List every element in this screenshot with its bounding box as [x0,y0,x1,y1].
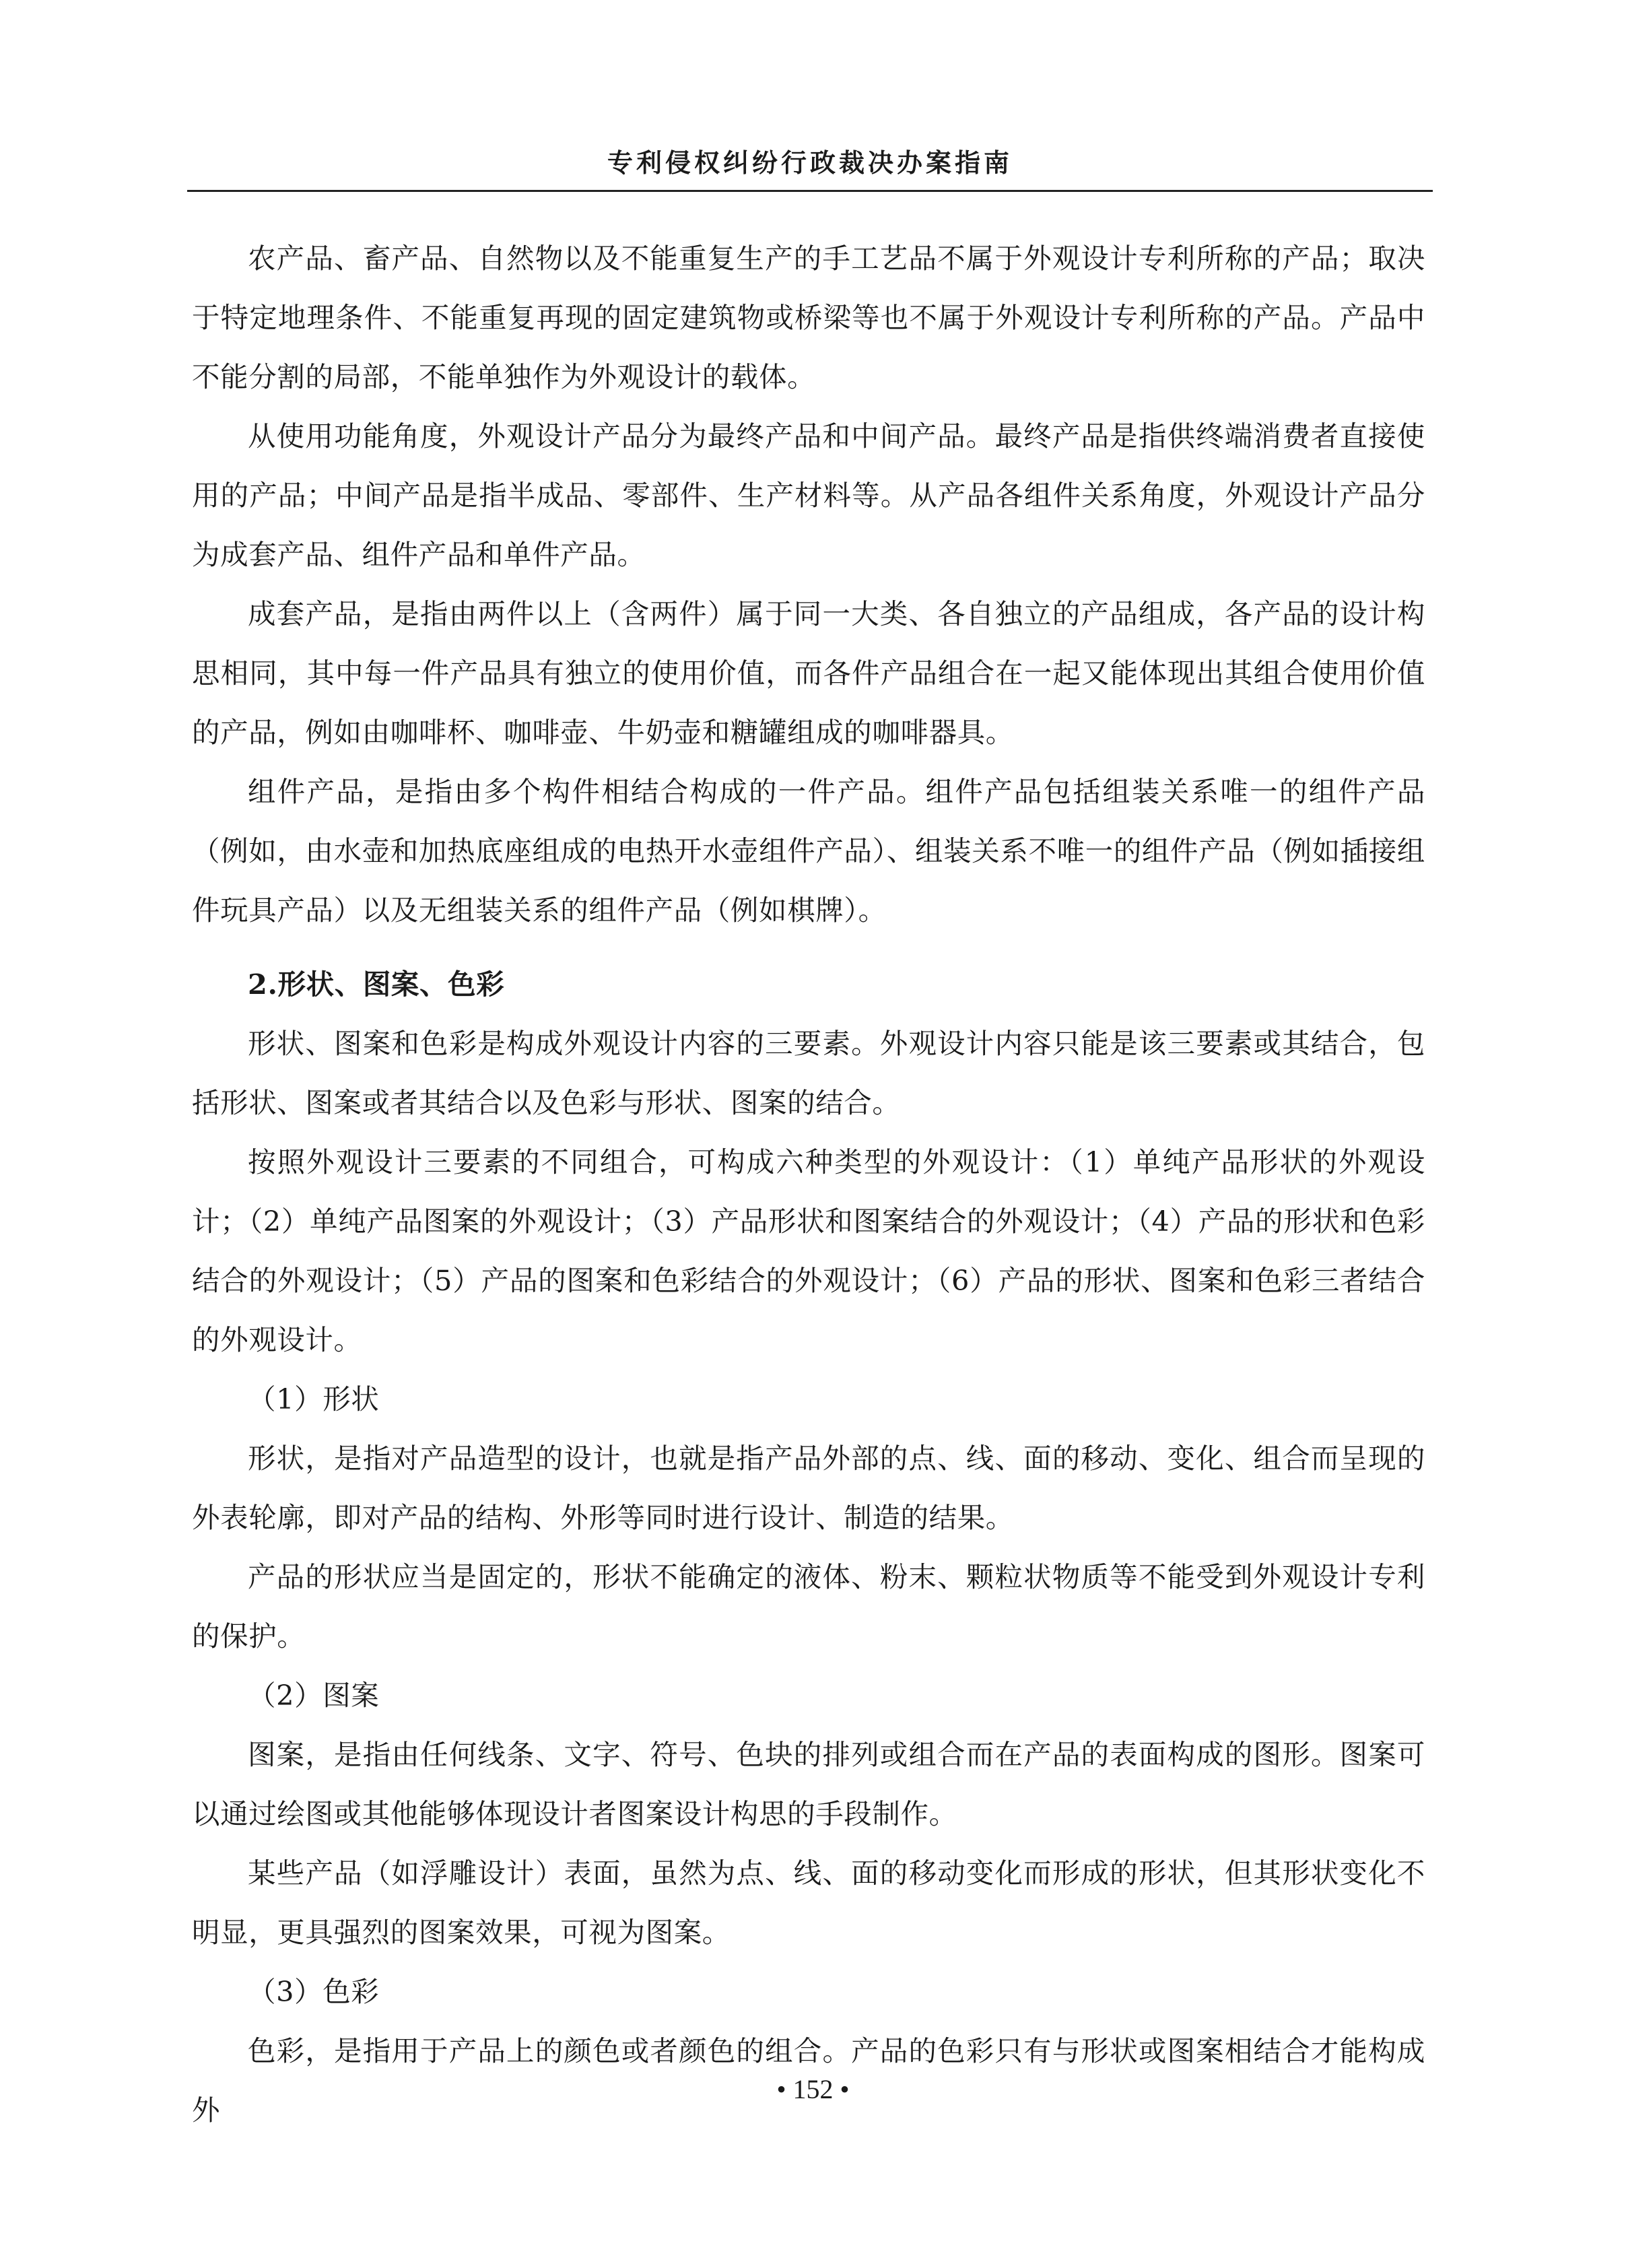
header-rule [187,190,1433,192]
paragraph: 形状，是指对产品造型的设计，也就是指产品外部的点、线、面的移动、变化、组合而呈现的外表轮廓，即对产品的结构、外形等同时进行设计、制造的结果。 [192,1442,1425,1534]
paragraph: 农产品、畜产品、自然物以及不能重复生产的手工艺品不属于外观设计专利所称的产品；取决于特定地理条件、不能重复再现的固定建筑物或桥梁等也不属于外观设计专利所称的产品。产品中不能分割的局部，不能单独作为外观设计的载体。 [192,242,1425,393]
subsection-heading: （1）形状 [248,1382,380,1415]
paragraph: 组件产品，是指由多个构件相结合构成的一件产品。组件产品包括组装关系唯一的组件产品（例如，由水壶和加热底座组成的电热开水壶组件产品）、组装关系不唯一的组件产品（例如插接组件玩具产品）以及无组装关系的组件产品（例如棋牌）。 [192,775,1425,927]
body-text [192,229,1425,2140]
paragraph: 某些产品（如浮雕设计）表面，虽然为点、线、面的移动变化而形成的形状，但其形状变化不明显，更具强烈的图案效果，可视为图案。 [192,1857,1425,1949]
page-number: • 152 • [776,2074,850,2104]
paragraph: 按照外观设计三要素的不同组合，可构成六种类型的外观设计：（1）单纯产品形状的外观设计；（2）单纯产品图案的外观设计；（3）产品形状和图案结合的外观设计；（4）产品的形状和色彩结合的外观设计；（5）产品的图案和色彩结合的外观设计；（6）产品的形状、图案和色彩三者结合的外观设计。 [192,1145,1425,1356]
subsection-heading: （2）图案 [248,1679,380,1712]
paragraph: 从使用功能角度，外观设计产品分为最终产品和中间产品。最终产品是指供终端消费者直接使用的产品；中间产品是指半成品、零部件、生产材料等。从产品各组件关系角度，外观设计产品分为成套产品、组件产品和单件产品。 [192,420,1425,571]
paragraph: 产品的形状应当是固定的，形状不能确定的液体、粉末、颗粒状物质等不能受到外观设计专利的保护。 [192,1560,1425,1653]
section-heading: 2.形状、图案、色彩 [248,968,505,1001]
paragraph: 图案，是指由任何线条、文字、符号、色块的排列或组合而在产品的表面构成的图形。图案可以通过绘图或其他能够体现设计者图案设计构思的手段制作。 [192,1738,1425,1830]
paragraph: 形状、图案和色彩是构成外观设计内容的三要素。外观设计内容只能是该三要素或其结合，包括形状、图案或者其结合以及色彩与形状、图案的结合。 [192,1027,1425,1119]
paragraph: 成套产品，是指由两件以上（含两件）属于同一大类、各自独立的产品组成，各产品的设计构思相同，其中每一件产品具有独立的使用价值，而各件产品组合在一起又能体现出其组合使用价值的产品，例如由咖啡杯、咖啡壶、牛奶壶和糖罐组成的咖啡器具。 [192,597,1425,749]
paragraph: 色彩，是指用于产品上的颜色或者颜色的组合。产品的色彩只有与形状或图案相结合才能构成外 [192,2034,1425,2127]
subsection-heading: （3）色彩 [248,1975,380,2008]
running-header: 专利侵权纠纷行政裁决办案指南 [607,147,1013,178]
